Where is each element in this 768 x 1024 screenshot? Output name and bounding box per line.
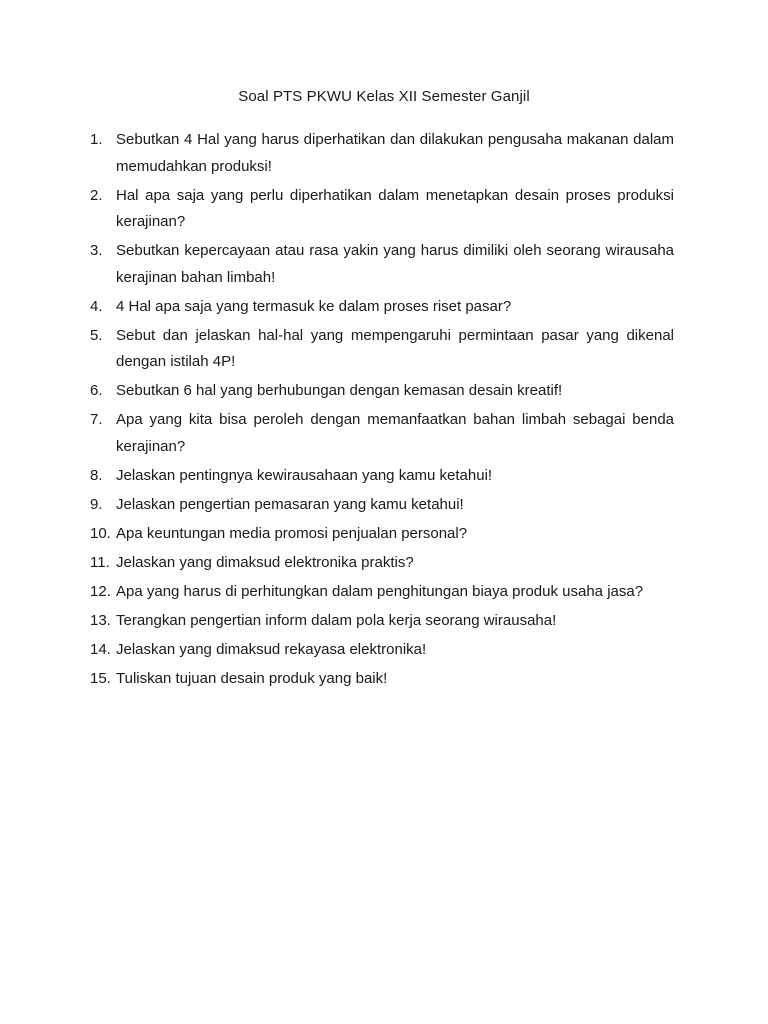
question-item [90,579,674,606]
question-number: 7. [90,411,103,428]
question-item [90,183,674,236]
question-item [90,521,674,548]
question-item [90,238,674,291]
question-text: Sebutkan 4 Hal yang harus diperhatikan dan dilakukan pengusaha makanan dalam memudahkan produksi! [116,131,674,175]
question-text: 4 Hal apa saja yang termasuk ke dalam proses riset pasar? [116,297,512,315]
question-number: 4. [90,297,103,315]
question-item [90,378,674,405]
question-text: Apa keuntungan media promosi penjualan personal? [116,524,468,542]
question-item [90,323,674,376]
question-item [90,550,674,577]
question-text: Apa yang harus di perhitungkan dalam penghitungan biaya produk usaha jasa? [116,582,644,600]
question-number: 10. [90,524,111,542]
question-item [90,294,674,321]
question-text: Jelaskan pentingnya kewirausahaan yang kamu ketahui! [116,466,493,484]
question-number: 15. [90,669,111,687]
question-number: 12. [90,582,111,600]
question-text: Apa yang kita bisa peroleh dengan memanfaatkan bahan limbah sebagai benda kerajinan? [116,411,674,455]
document-title: Soal PTS PKWU Kelas XII Semester Ganjil [238,88,530,105]
question-number: 8. [90,466,103,484]
question-text: Jelaskan yang dimaksud rekayasa elektronika! [116,640,427,658]
question-number: 3. [90,242,103,259]
question-text: Hal apa saja yang perlu diperhatikan dalam menetapkan desain proses produksi kerajinan? [116,186,674,230]
question-text: Jelaskan yang dimaksud elektronika praktis? [116,553,414,571]
question-number: 11. [90,553,110,571]
question-number: 13. [90,611,111,629]
question-text: Sebut dan jelaskan hal-hal yang mempengaruhi permintaan pasar yang dikenal dengan istilah 4P! [116,326,674,370]
question-text: Terangkan pengertian inform dalam pola kerja seorang wirausaha! [116,611,557,629]
question-text: Sebutkan kepercayaan atau rasa yakin yang harus dimiliki oleh seorang wirausaha kerajinan bahan limbah! [116,242,674,286]
question-number: 9. [90,495,103,513]
question-number: 5. [90,326,103,344]
question-item [90,637,674,664]
question-text: Jelaskan pengertian pemasaran yang kamu ketahui! [116,495,464,513]
question-number: 14. [90,640,111,658]
question-text: Tuliskan tujuan desain produk yang baik! [116,669,388,687]
question-list [90,127,674,695]
question-number: 2. [90,186,103,204]
question-number: 6. [90,382,103,399]
question-item [90,492,674,519]
question-item [90,608,674,635]
question-item [90,127,674,180]
question-number: 1. [90,131,103,148]
question-item [90,407,674,460]
question-item [90,463,674,490]
question-text: Sebutkan 6 hal yang berhubungan dengan kemasan desain kreatif! [116,382,563,399]
question-item [90,666,674,693]
